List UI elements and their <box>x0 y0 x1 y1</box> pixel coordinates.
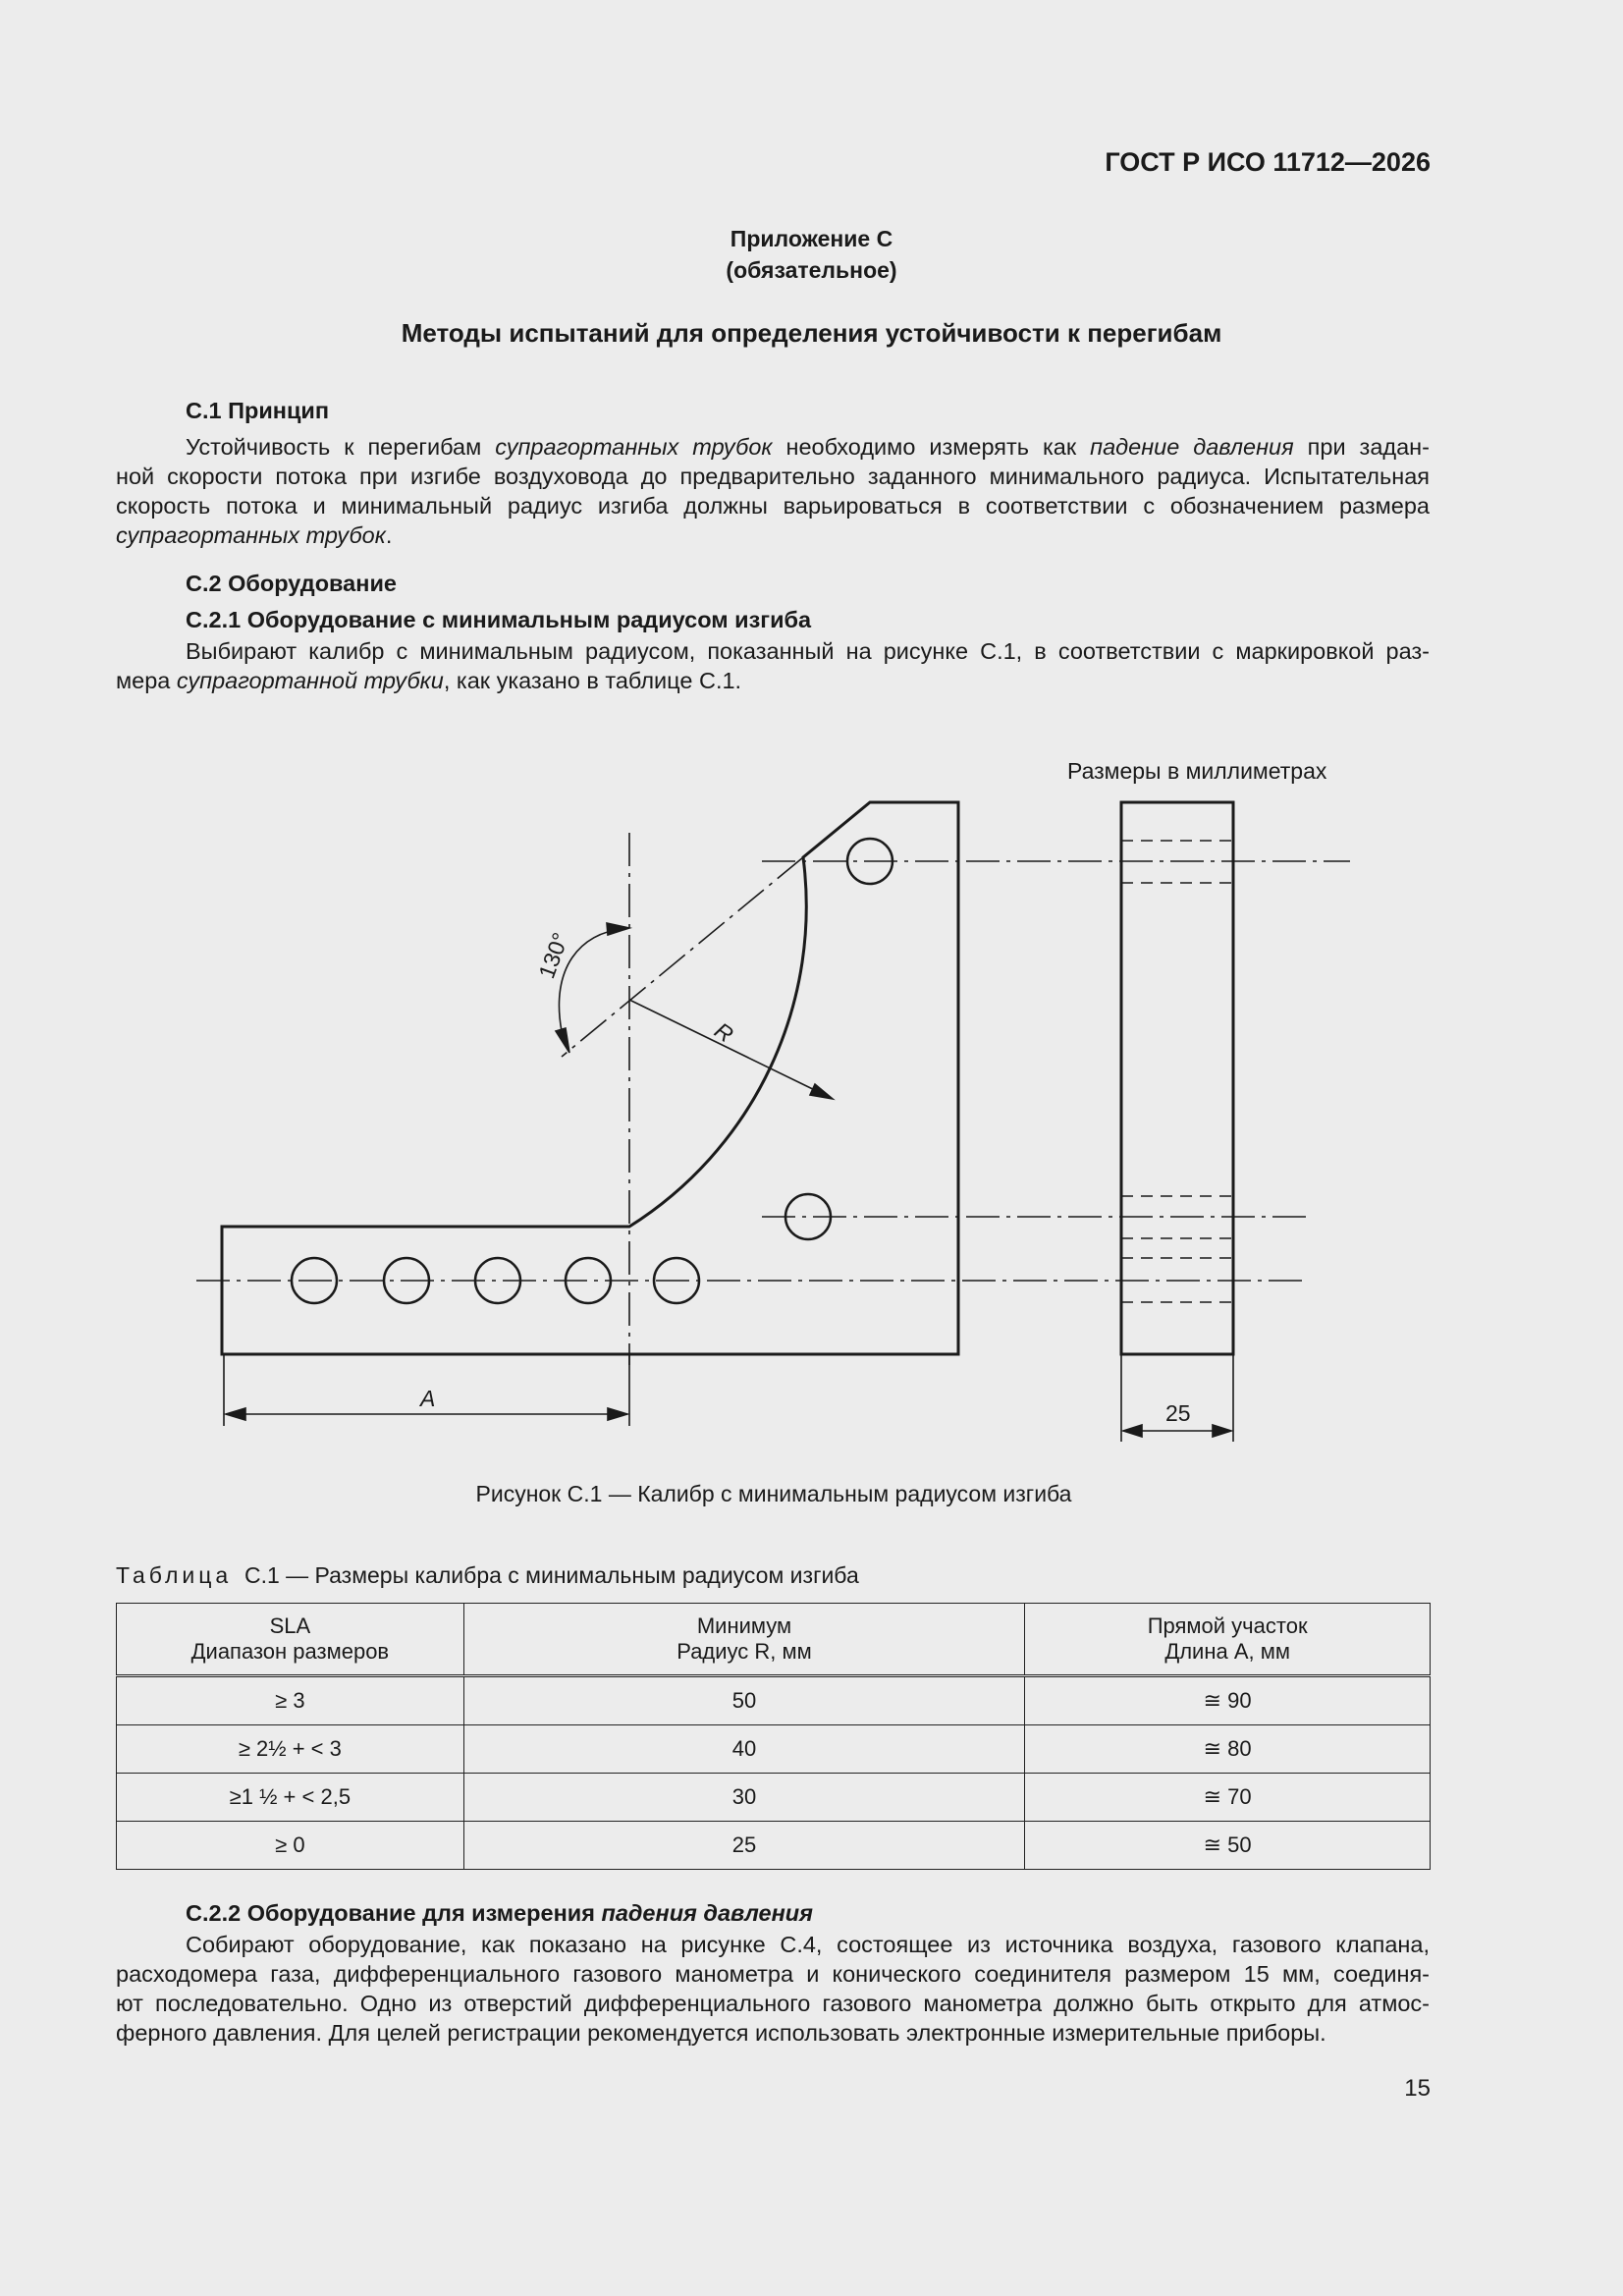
table-header-row <box>117 1604 1431 1676</box>
cell-sla: ≥ 3 <box>117 1676 464 1725</box>
dimensions-table <box>116 1603 1431 1870</box>
text-line: ферного давления. Для целей регистрации рекомендуется использовать электронные измерительные приборы. <box>116 2020 1326 2046</box>
text-line: Выбирают калибр с минимальным радиусом, показанный на рисунке С.1, в соответствии с маркировкой раз- <box>186 638 1430 664</box>
table-title-text: С.1 — Размеры калибра с минимальным радиусом изгиба <box>243 1562 859 1588</box>
section-c1-heading: С.1 Принцип <box>186 398 330 423</box>
text-line: ют последовательно. Одно из отверстий дифференциального газового манометра должно быть открыто для атмос- <box>116 1991 1430 2016</box>
table-title-word: Таблица <box>116 1562 233 1588</box>
figure-caption: Рисунок С.1 — Калибр с минимальным радиусом изгиба <box>475 1481 1072 1506</box>
gauge-outline <box>222 802 1233 1354</box>
page-number: 15 <box>1404 2075 1431 2102</box>
cell-radius: 30 <box>463 1774 1025 1822</box>
cell-length: ≅ 80 <box>1025 1725 1431 1774</box>
section-c22-text <box>116 1930 1430 2048</box>
cell-length: ≅ 70 <box>1025 1774 1431 1822</box>
cell-sla: ≥ 2½ + < 3 <box>117 1725 464 1774</box>
width-label: 25 <box>1165 1400 1191 1426</box>
dimensions-note: Размеры в миллиметрах <box>1067 758 1327 784</box>
cell-sla: ≥1 ½ + < 2,5 <box>117 1774 464 1822</box>
table-title <box>116 1562 859 1589</box>
main-title: Методы испытаний для определения устойчивости к перегибам <box>401 318 1222 348</box>
drawing-labels <box>418 929 1191 1426</box>
angle-label: 130° <box>533 929 573 982</box>
cell-length: ≅ 50 <box>1025 1822 1431 1870</box>
cell-sla: ≥ 0 <box>117 1822 464 1870</box>
section-c22-heading: С.2.2 Оборудование для измерения падения давления <box>186 1900 813 1926</box>
table-row <box>117 1774 1431 1822</box>
text-line: Устойчивость к перегибам супрагортанных трубок необходимо измерять как падение давления при задан- <box>186 434 1430 460</box>
dimension-marks <box>224 923 1233 1442</box>
text-line: Собирают оборудование, как показано на рисунке С.4, состоящее из источника воздуха, газового клапана, <box>186 1932 1430 1957</box>
text-line: супрагортанных трубок. <box>116 522 393 548</box>
cell-radius: 50 <box>463 1676 1025 1725</box>
table-row <box>117 1725 1431 1774</box>
section-c21-heading: С.2.1 Оборудование с минимальным радиусом изгиба <box>186 607 812 632</box>
cell-radius: 40 <box>463 1725 1025 1774</box>
header-radius: Минимум Радиус R, мм <box>463 1604 1025 1676</box>
annex-title: Приложение С <box>730 226 893 251</box>
cell-radius: 25 <box>463 1822 1025 1870</box>
text-line: ной скорости потока при изгибе воздуховода до предварительно заданного минимального радиуса. Испытательная <box>116 464 1430 489</box>
text-line: мера супрагортанной трубки, как указано в таблице С.1. <box>116 668 742 693</box>
center-lines <box>196 833 1350 1365</box>
section-c2-heading: С.2 Оборудование <box>186 571 397 596</box>
header-sla: SLA Диапазон размеров <box>117 1604 464 1676</box>
table-row <box>117 1822 1431 1870</box>
header-length: Прямой участок Длина A, мм <box>1025 1604 1431 1676</box>
cell-length: ≅ 90 <box>1025 1676 1431 1725</box>
length-label: A <box>420 1386 436 1411</box>
holes <box>292 839 893 1303</box>
table-row <box>117 1676 1431 1725</box>
standard-number: ГОСТ Р ИСО 11712—2026 <box>1105 147 1431 177</box>
hidden-lines <box>1121 841 1233 1302</box>
text-line: скорость потока и минимальный радиус изгиба должны варьироваться в соответствии с обозначением размера <box>116 493 1430 519</box>
radius-label: R <box>710 1016 738 1048</box>
annex-status: (обязательное) <box>726 257 897 283</box>
text-line: расходомера газа, дифференциального газового манометра и конического соединителя размером 15 мм, соединя- <box>116 1961 1430 1987</box>
